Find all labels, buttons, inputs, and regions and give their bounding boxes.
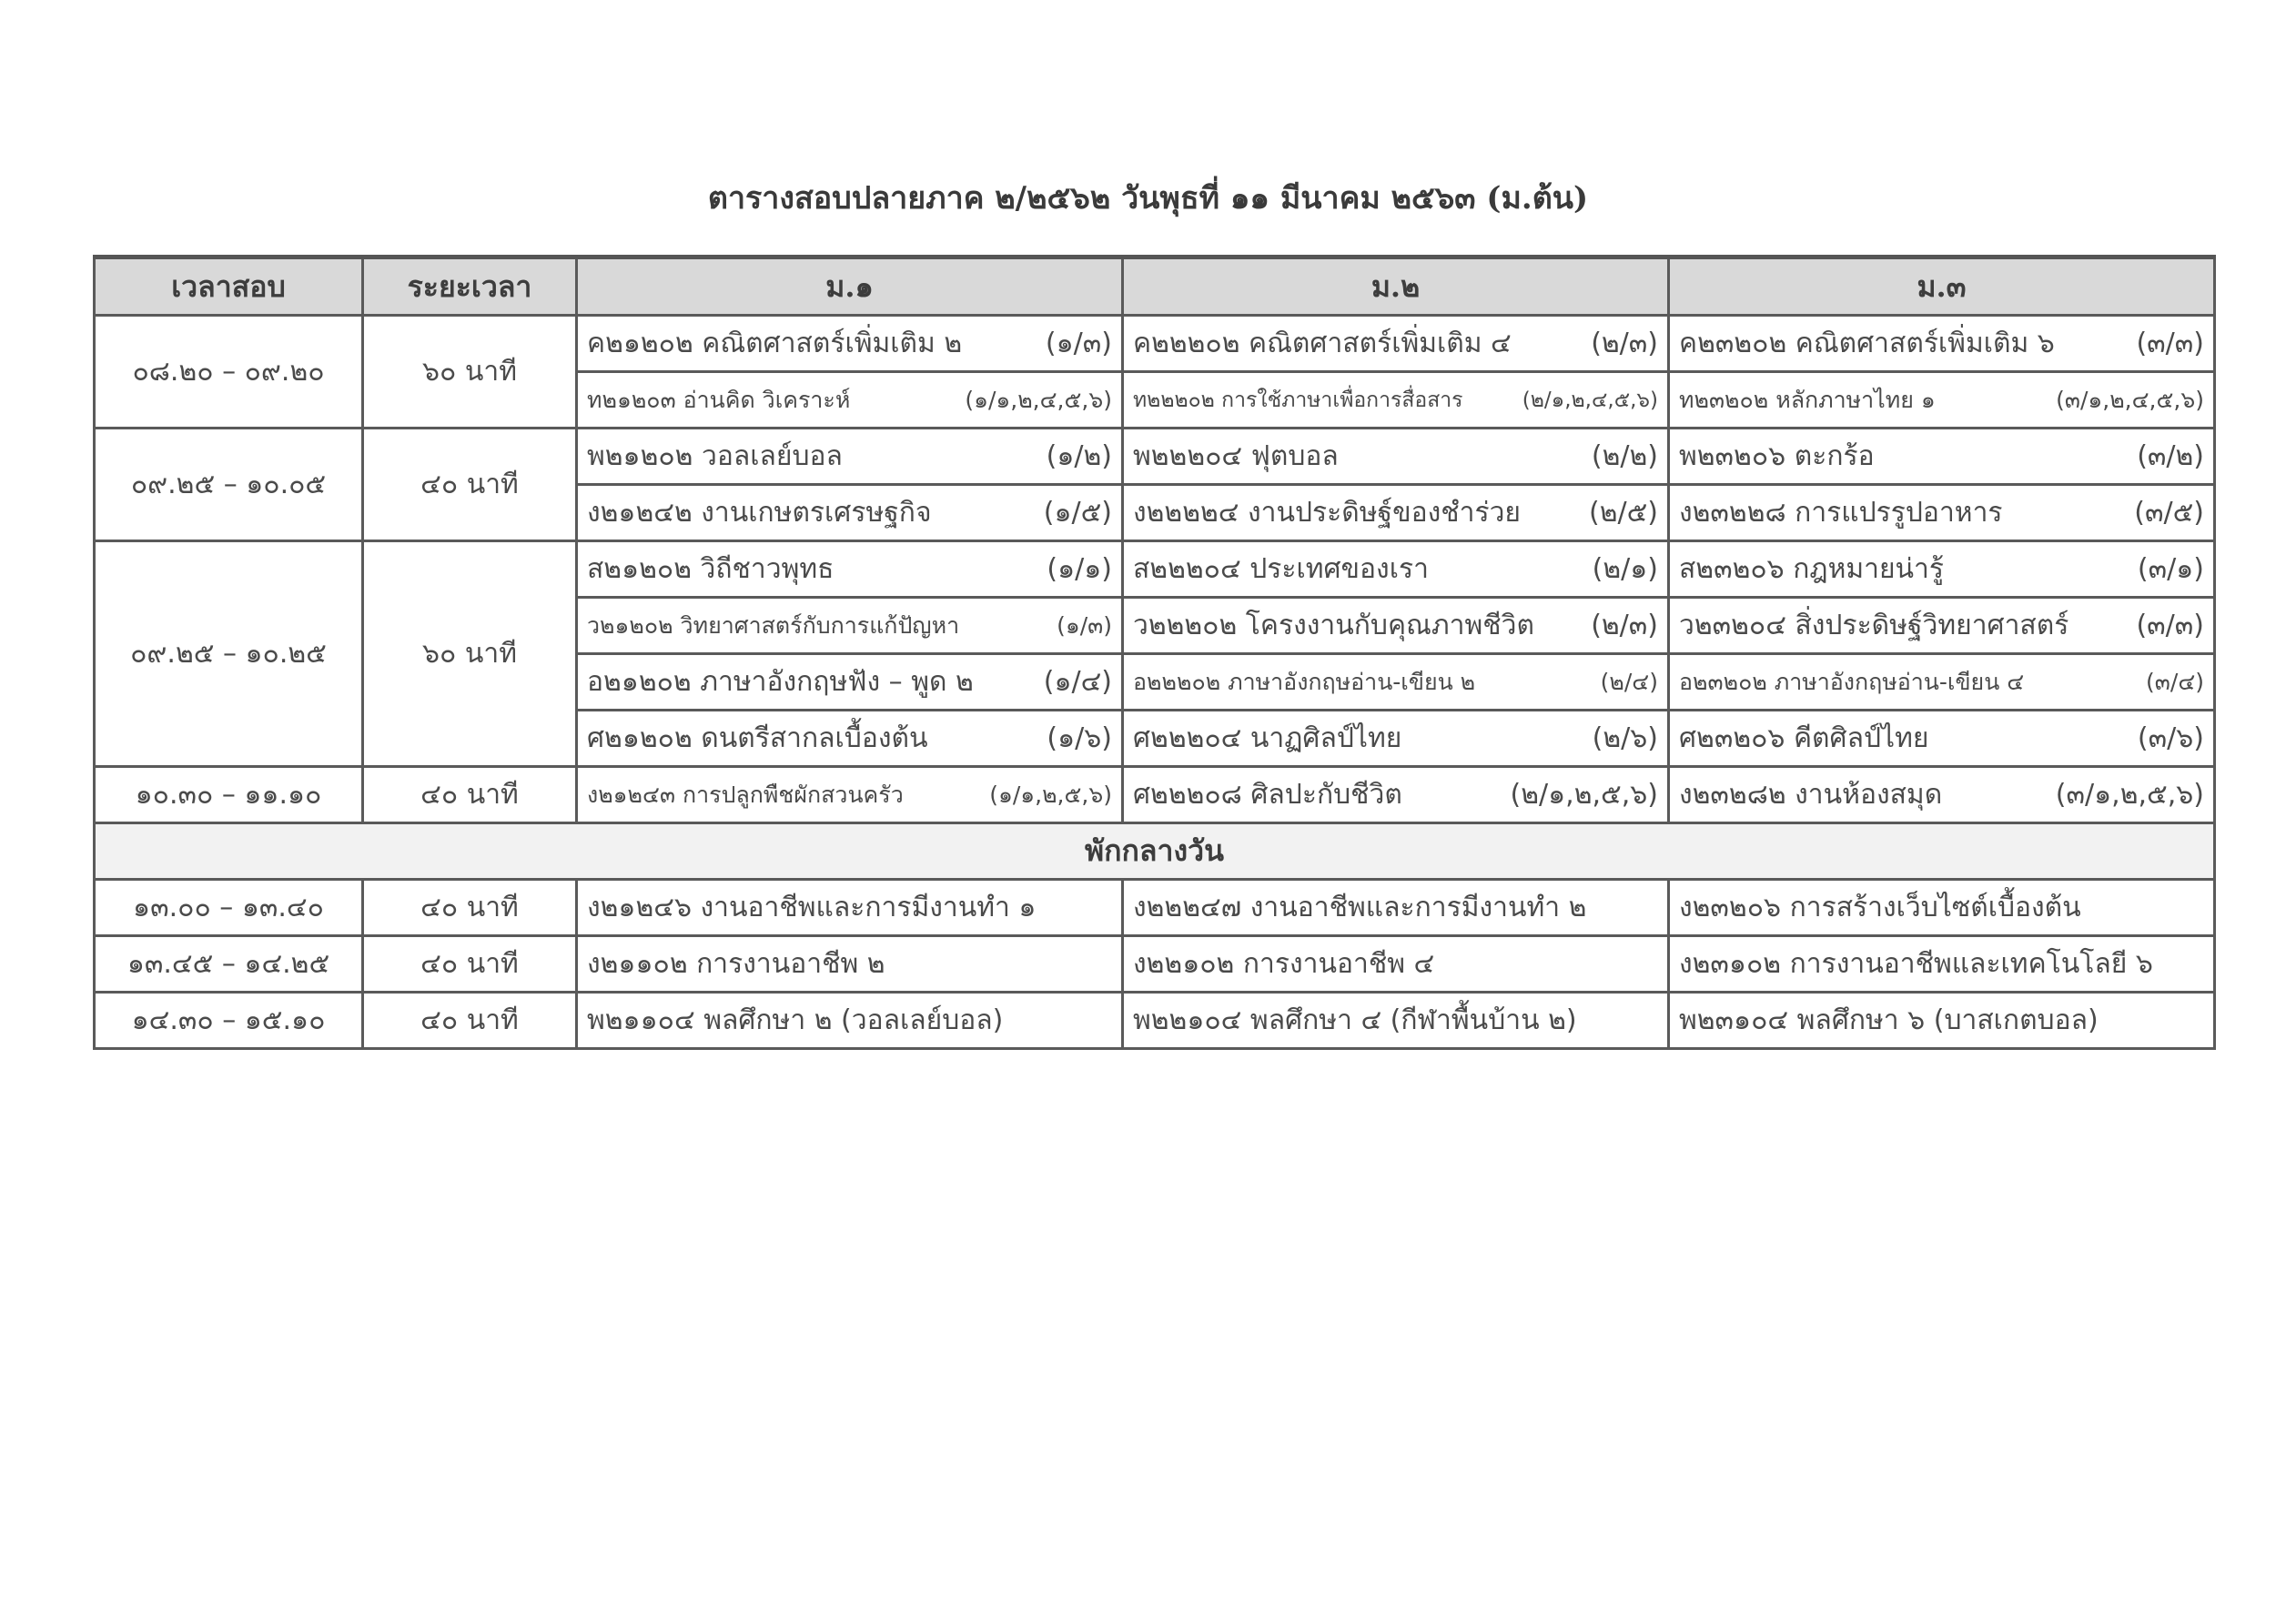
subject-name: ว๒๑๒๐๒ วิทยาศาสตร์กับการแก้ปัญหา xyxy=(587,611,960,639)
class-group: (๓/๑,๒,๕,๖) xyxy=(2055,779,2204,811)
duration-cell: ๔๐ นาที xyxy=(363,993,577,1049)
exam-time-cell: ๐๘.๒๐ – ๐๙.๒๐ xyxy=(95,316,363,429)
subject-cell-m2 xyxy=(1123,316,1669,372)
table-header-row xyxy=(95,257,2215,316)
subject-cell-m1 xyxy=(577,316,1123,372)
subject-name: ง๒๑๒๔๒ งานเกษตรเศรษฐกิจ xyxy=(587,497,932,529)
subject-name: ง๒๓๒๘๒ งานห้องสมุด xyxy=(1679,779,1943,811)
subject-name: ง๒๑๒๔๓ การปลูกพืชผักสวนครัว xyxy=(587,781,904,808)
subject-cell-m1 xyxy=(577,598,1123,654)
subject-cell-m1 xyxy=(577,485,1123,541)
class-group: (๓/๓) xyxy=(2136,610,2204,641)
subject-cell-m3 xyxy=(1669,485,2215,541)
duration-cell: ๔๐ นาที xyxy=(363,767,577,823)
subject-cell-m1: ง๒๑๒๔๖ งานอาชีพและการมีงานทำ ๑ xyxy=(577,880,1123,936)
exam-time-cell: ๑๔.๓๐ – ๑๕.๑๐ xyxy=(95,993,363,1049)
subject-cell-m3 xyxy=(1669,598,2215,654)
subject-cell-m3: ง๒๓๑๐๒ การงานอาชีพและเทคโนโลยี ๖ xyxy=(1669,936,2215,993)
class-group: (๑/๑,๒,๕,๖) xyxy=(989,781,1112,808)
exam-time-cell: ๑๓.๐๐ – ๑๓.๔๐ xyxy=(95,880,363,936)
subject-name: พ๒๓๒๐๖ ตะกร้อ xyxy=(1679,440,1875,472)
table-row xyxy=(95,767,2215,823)
subject-entry xyxy=(587,661,1112,703)
class-group: (๓/๒) xyxy=(2137,440,2204,472)
subject-entry xyxy=(1679,604,2204,647)
subject-cell-m2: ง๒๒๑๐๒ การงานอาชีพ ๔ xyxy=(1123,936,1669,993)
subject-cell-m1: ง๒๑๑๐๒ การงานอาชีพ ๒ xyxy=(577,936,1123,993)
class-group: (๒/๕) xyxy=(1589,497,1658,529)
class-group: (๑/๓) xyxy=(1057,611,1112,639)
subject-name: พ๒๒๒๐๔ ฟุตบอล xyxy=(1133,440,1339,472)
subject-entry xyxy=(587,491,1112,534)
subject-cell-m3 xyxy=(1669,654,2215,711)
subject-entry xyxy=(1133,322,1658,365)
subject-name: ส๒๓๒๐๖ กฎหมายน่ารู้ xyxy=(1679,553,1945,585)
class-group: (๒/๒) xyxy=(1591,440,1658,472)
subject-cell-m1 xyxy=(577,372,1123,429)
subject-cell-m1 xyxy=(577,767,1123,823)
class-group: (๓/๔) xyxy=(2146,668,2204,695)
subject-entry xyxy=(1679,548,2204,590)
class-group: (๒/๔) xyxy=(1600,668,1658,695)
subject-name: ว๒๒๒๐๒ โครงงานกับคุณภาพชีวิต xyxy=(1133,610,1534,641)
subject-entry xyxy=(1679,382,2204,419)
exam-schedule-table xyxy=(93,255,2216,1050)
page-title: ตารางสอบปลายภาค ๒/๒๕๖๒ วันพุธที่ ๑๑ มีนาคม ๒๕๖๓ (ม.ต้น) xyxy=(707,180,1589,217)
subject-name: ค๒๒๒๐๒ คณิตศาสตร์เพิ่มเติม ๔ xyxy=(1133,328,1512,359)
subject-name: ศ๒๓๒๐๖ คีตศิลป์ไทย xyxy=(1679,722,1929,754)
subject-cell-m3 xyxy=(1669,429,2215,485)
subject-name: ง๒๓๒๒๘ การแปรรูปอาหาร xyxy=(1679,497,2003,529)
subject-cell-m2: ง๒๒๒๔๗ งานอาชีพและการมีงานทำ ๒ xyxy=(1123,880,1669,936)
subject-entry xyxy=(1679,322,2204,365)
duration-cell: ๖๐ นาที xyxy=(363,541,577,767)
subject-entry xyxy=(1133,548,1658,590)
subject-cell-m3 xyxy=(1669,541,2215,598)
subject-name: ท๒๒๒๐๒ การใช้ภาษาเพื่อการสื่อสาร xyxy=(1133,388,1463,412)
subject-name: ว๒๓๒๐๔ สิ่งประดิษฐ์วิทยาศาสตร์ xyxy=(1679,610,2069,641)
subject-cell-m3 xyxy=(1669,316,2215,372)
class-group: (๑/๓) xyxy=(1045,328,1112,359)
subject-name: ศ๒๒๒๐๔ นาฏศิลป์ไทย xyxy=(1133,722,1402,754)
lunch-break-row xyxy=(95,823,2215,880)
class-group: (๒/๓) xyxy=(1591,610,1658,641)
table-row xyxy=(95,936,2215,993)
subject-entry xyxy=(1679,491,2204,534)
subject-cell-m2 xyxy=(1123,767,1669,823)
subject-cell-m3 xyxy=(1669,711,2215,767)
subject-cell-m3 xyxy=(1669,372,2215,429)
subject-cell-m1: พ๒๑๑๐๔ พลศึกษา ๒ (วอลเลย์บอล) xyxy=(577,993,1123,1049)
subject-entry xyxy=(587,382,1112,419)
subject-name: ท๒๓๒๐๒ หลักภาษาไทย ๑ xyxy=(1679,386,1936,413)
class-group: (๓/๓) xyxy=(2136,328,2204,359)
exam-time-cell: ๐๙.๒๕ – ๑๐.๒๕ xyxy=(95,541,363,767)
class-group: (๑/๑,๒,๔,๕,๖) xyxy=(965,386,1112,413)
subject-name: ศ๒๒๒๐๘ ศิลปะกับชีวิต xyxy=(1133,779,1402,811)
header-duration: ระยะเวลา xyxy=(363,257,577,316)
duration-cell: ๔๐ นาที xyxy=(363,936,577,993)
subject-name: ส๒๒๒๐๔ ประเทศของเรา xyxy=(1133,553,1429,585)
exam-time-cell: ๐๙.๒๕ – ๑๐.๐๕ xyxy=(95,429,363,541)
subject-name: อ๒๒๒๐๒ ภาษาอังกฤษอ่าน-เขียน ๒ xyxy=(1133,668,1476,695)
subject-cell-m1 xyxy=(577,429,1123,485)
header-m3: ม.๓ xyxy=(1669,257,2215,316)
subject-entry xyxy=(1679,717,2204,760)
subject-cell-m3 xyxy=(1669,767,2215,823)
subject-cell-m2 xyxy=(1123,485,1669,541)
subject-cell-m1 xyxy=(577,541,1123,598)
subject-cell-m2 xyxy=(1123,598,1669,654)
subject-entry xyxy=(1133,384,1658,417)
subject-entry xyxy=(1679,773,2204,816)
class-group: (๑/๑) xyxy=(1047,553,1112,585)
subject-entry xyxy=(1133,717,1658,760)
lunch-break-label: พักกลางวัน xyxy=(95,823,2215,880)
table-row xyxy=(95,429,2215,485)
subject-name: อ๒๓๒๐๒ ภาษาอังกฤษอ่าน-เขียน ๔ xyxy=(1679,668,2025,695)
subject-entry xyxy=(1679,664,2204,701)
class-group: (๒/๓) xyxy=(1591,328,1658,359)
subject-cell-m2 xyxy=(1123,711,1669,767)
subject-entry xyxy=(1133,773,1658,816)
class-group: (๓/๑,๒,๔,๕,๖) xyxy=(2056,386,2204,413)
table-row xyxy=(95,880,2215,936)
class-group: (๓/๑) xyxy=(2137,553,2204,585)
subject-cell-m1 xyxy=(577,654,1123,711)
table-row xyxy=(95,316,2215,372)
subject-name: ค๒๓๒๐๒ คณิตศาสตร์เพิ่มเติม ๖ xyxy=(1679,328,2055,359)
duration-cell: ๔๐ นาที xyxy=(363,429,577,541)
class-group: (๓/๖) xyxy=(2137,722,2204,754)
class-group: (๑/๔) xyxy=(1043,666,1112,698)
subject-cell-m3: ง๒๓๒๐๖ การสร้างเว็บไซต์เบื้องต้น xyxy=(1669,880,2215,936)
subject-name: ค๒๑๒๐๒ คณิตศาสตร์เพิ่มเติม ๒ xyxy=(587,328,963,359)
subject-entry xyxy=(587,777,1112,813)
subject-cell-m3: พ๒๓๑๐๔ พลศึกษา ๖ (บาสเกตบอล) xyxy=(1669,993,2215,1049)
subject-cell-m2 xyxy=(1123,429,1669,485)
class-group: (๓/๕) xyxy=(2134,497,2204,529)
table-row xyxy=(95,993,2215,1049)
subject-name: ง๒๒๒๒๔ งานประดิษฐ์ของชำร่วย xyxy=(1133,497,1521,529)
subject-cell-m2: พ๒๒๑๐๔ พลศึกษา ๔ (กีฬาพื้นบ้าน ๒) xyxy=(1123,993,1669,1049)
subject-entry xyxy=(587,608,1112,644)
subject-entry xyxy=(1133,664,1658,701)
subject-name: ศ๒๑๒๐๒ ดนตรีสากลเบื้องต้น xyxy=(587,722,928,754)
subject-cell-m1 xyxy=(577,711,1123,767)
subject-entry xyxy=(587,435,1112,478)
subject-name: ส๒๑๒๐๒ วิถีชาวพุทธ xyxy=(587,553,834,585)
subject-name: อ๒๑๒๐๒ ภาษาอังกฤษฟัง – พูด ๒ xyxy=(587,666,974,698)
subject-cell-m2 xyxy=(1123,372,1669,429)
subject-entry xyxy=(587,322,1112,365)
class-group: (๑/๖) xyxy=(1047,722,1112,754)
subject-entry xyxy=(587,717,1112,760)
subject-entry xyxy=(1133,604,1658,647)
class-group: (๒/๑) xyxy=(1592,553,1658,585)
header-exam-time: เวลาสอบ xyxy=(95,257,363,316)
subject-entry xyxy=(1133,491,1658,534)
class-group: (๒/๖) xyxy=(1592,722,1658,754)
class-group: (๑/๒) xyxy=(1046,440,1112,472)
class-group: (๒/๑,๒,๔,๕,๖) xyxy=(1522,388,1658,412)
subject-cell-m2 xyxy=(1123,541,1669,598)
subject-entry xyxy=(1679,435,2204,478)
subject-cell-m2 xyxy=(1123,654,1669,711)
subject-entry xyxy=(587,548,1112,590)
subject-name: พ๒๑๒๐๒ วอลเลย์บอล xyxy=(587,440,843,472)
table-row xyxy=(95,541,2215,598)
exam-time-cell: ๑๓.๔๕ – ๑๔.๒๕ xyxy=(95,936,363,993)
exam-time-cell: ๑๐.๓๐ – ๑๑.๑๐ xyxy=(95,767,363,823)
class-group: (๒/๑,๒,๕,๖) xyxy=(1510,779,1658,811)
class-group: (๑/๕) xyxy=(1043,497,1112,529)
duration-cell: ๔๐ นาที xyxy=(363,880,577,936)
header-m2: ม.๒ xyxy=(1123,257,1669,316)
subject-name: ท๒๑๒๐๓ อ่านคิด วิเคราะห์ xyxy=(587,386,851,413)
header-m1: ม.๑ xyxy=(577,257,1123,316)
duration-cell: ๖๐ นาที xyxy=(363,316,577,429)
subject-entry xyxy=(1133,435,1658,478)
